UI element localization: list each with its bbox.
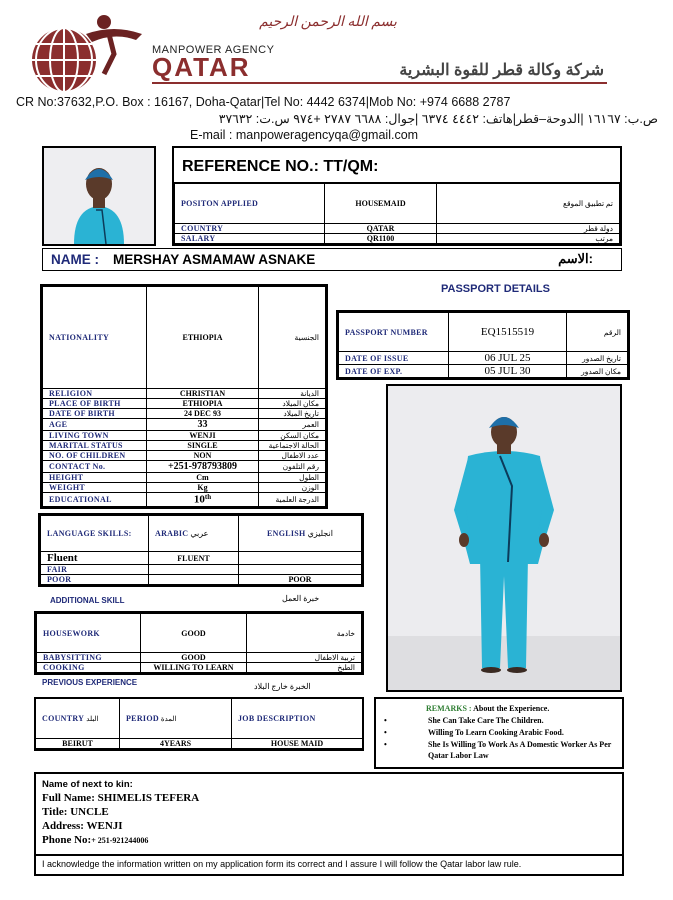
agency-title: QATAR [152, 52, 251, 82]
passport-number-label: PASSPORT NUMBER [339, 313, 449, 352]
expiry-date-row [339, 365, 628, 378]
english-fluent [239, 552, 362, 565]
personal-arabic: الطول [259, 473, 326, 483]
personal-arabic: تاريخ الميلاد [259, 409, 326, 419]
personal-arabic: مكان السكن [259, 431, 326, 441]
personal-row [43, 287, 326, 389]
position-arabic: تم تطبيق الموقع [437, 183, 620, 224]
arabic-poor [149, 575, 239, 585]
name-label: NAME : [51, 252, 99, 267]
personal-value: CHRISTIAN [147, 389, 259, 399]
personal-label: EDUCATIONAL [43, 493, 147, 507]
expiry-date-label: DATE OF EXP. [339, 365, 449, 378]
country-row [175, 224, 620, 234]
issue-date-row [339, 352, 628, 365]
personal-label: LIVING TOWN [43, 431, 147, 441]
level-poor: POOR [41, 575, 149, 585]
personal-value: 33 [147, 419, 259, 431]
personal-row [43, 451, 326, 461]
personal-row [43, 389, 326, 399]
passport-title: PASSPORT DETAILS [441, 283, 550, 295]
salary-arabic: مرتب [437, 234, 620, 244]
personal-row [43, 399, 326, 409]
skill-row [37, 653, 362, 663]
email-line: E-mail : manpoweragencyqa@gmail.com [190, 128, 419, 142]
reference-box [172, 146, 622, 184]
additional-skill-table [34, 611, 364, 675]
experience-country [36, 749, 120, 750]
personal-arabic: رقم التلفون [259, 461, 326, 473]
personal-value: ETHIOPIA [147, 399, 259, 409]
language-skills-table [38, 513, 364, 587]
passport-table [336, 310, 630, 380]
position-label: POSITON APPLIED [175, 183, 325, 224]
full-body-photo [386, 384, 622, 692]
language-row [41, 552, 362, 565]
salary-value: QR1100 [325, 234, 437, 244]
job-header: JOB DESCRIPTION [232, 699, 363, 739]
additional-skill-title: ADDITIONAL SKILL [50, 596, 125, 605]
position-row [175, 183, 620, 224]
remarks-label: REMARKS : [426, 704, 472, 713]
kin-address: Address: WENJI [42, 820, 123, 832]
level-fluent: Fluent [41, 552, 149, 565]
skill-housework-value: GOOD [141, 614, 247, 653]
experience-header-row [36, 699, 363, 739]
skill-cooking-label: COOKING [37, 663, 141, 673]
personal-value: +251-978793809 [147, 461, 259, 473]
arabic-fluent: FLUENT [149, 552, 239, 565]
remarks-heading [384, 703, 616, 715]
name-bar [42, 248, 622, 271]
personal-label: DATE OF BIRTH [43, 409, 147, 419]
remark-item: • Willing To Learn Cooking Arabic Food. [384, 728, 564, 737]
personal-row [43, 409, 326, 419]
expiry-date-value: 05 JUL 30 [449, 365, 567, 378]
personal-row [43, 493, 326, 507]
agency-logo [24, 14, 146, 94]
kin-title: Name of next to kin: [42, 779, 133, 790]
expiry-date-arabic: مكان الصدور [567, 365, 628, 378]
personal-value: Cm [147, 473, 259, 483]
skill-housework-label: HOUSEWORK [37, 614, 141, 653]
skill-row [37, 663, 362, 673]
language-row [41, 565, 362, 575]
language-row [41, 575, 362, 585]
personal-row [43, 473, 326, 483]
personal-label: NO. OF CHILDREN [43, 451, 147, 461]
kin-phone: + 251-921244006 [91, 836, 149, 845]
bismillah-calligraphy: بسم الله الرحمن الرحيم [259, 15, 397, 30]
personal-arabic: عدد الاطفال [259, 451, 326, 461]
skill-row [37, 614, 362, 653]
experience-job [232, 749, 363, 750]
level-fair: FAIR [41, 565, 149, 575]
personal-label: AGE [43, 419, 147, 431]
skill-cooking-value: WILLING TO LEARN [141, 663, 247, 673]
arabic-fair [149, 565, 239, 575]
profile-photo [42, 146, 156, 246]
header-divider [152, 82, 607, 84]
personal-value: SINGLE [147, 441, 259, 451]
country-arabic: دولة قطر [437, 224, 620, 234]
skill-babysitting-value: GOOD [141, 653, 247, 663]
english-fair [239, 565, 362, 575]
personal-value: Kg [147, 483, 259, 493]
reference-table [172, 182, 622, 246]
personal-arabic: العمر [259, 419, 326, 431]
skill-housework-arabic: خادمة [247, 614, 362, 653]
experience-table [34, 697, 364, 751]
personal-label: PLACE OF BIRTH [43, 399, 147, 409]
remark-item: • She Is Willing To Work As A Domestic Worker As Per Qatar Labor Law [384, 740, 612, 760]
country-header: COUNTRY البلد [36, 699, 120, 739]
additional-skill-arabic: خبرة العمل [282, 594, 320, 603]
personal-arabic: الحالة الاجتماعية [259, 441, 326, 451]
experience-row [36, 749, 363, 750]
skill-cooking-arabic: الطبخ [247, 663, 362, 673]
issue-date-value: 06 JUL 25 [449, 352, 567, 365]
personal-arabic: الوزن [259, 483, 326, 493]
acknowledge-statement: I acknowledge the information written on my application form its correct and I assure I will follow the Qatar labor law rule. [42, 859, 522, 869]
personal-arabic: الجنسية [259, 287, 326, 389]
reference-number: REFERENCE NO.: TT/QM: [182, 158, 379, 175]
period-header: PERIOD المدة [120, 699, 232, 739]
kin-phone-line [42, 834, 148, 846]
personal-arabic: الديانة [259, 389, 326, 399]
previous-experience-title: PREVIOUS EXPERIENCE [42, 678, 138, 687]
personal-row [43, 431, 326, 441]
personal-value: 24 DEC 93 [147, 409, 259, 419]
personal-row [43, 461, 326, 473]
personal-details-table [40, 284, 328, 509]
personal-arabic: مكان الميلاد [259, 399, 326, 409]
personal-label: HEIGHT [43, 473, 147, 483]
passport-number-value: EQ1515519 [449, 313, 567, 352]
personal-label: MARITAL STATUS [43, 441, 147, 451]
personal-label: CONTACT No. [43, 461, 147, 473]
personal-arabic: الدرجة العلمية [259, 493, 326, 507]
country-label: COUNTRY [175, 224, 325, 234]
experience-row [36, 739, 363, 749]
personal-value: ETHIOPIA [147, 287, 259, 389]
personal-value: WENJI [147, 431, 259, 441]
skill-babysitting-label: BABYSITTING [37, 653, 141, 663]
remarks-label-rest: About the Experience. [471, 704, 550, 713]
candidate-name: MERSHAY ASMAMAW ASNAKE [113, 252, 316, 267]
passport-number-row [339, 313, 628, 352]
english-column-header: ENGLISH انجليزي [239, 516, 362, 552]
language-skills-label: LANGUAGE SKILLS: [41, 516, 149, 552]
agency-arabic-name: شركة وكالة قطر للقوة البشرية [399, 62, 604, 79]
personal-row [43, 419, 326, 431]
personal-value: 10th [147, 493, 259, 507]
personal-label: RELIGION [43, 389, 147, 399]
kin-full-name: Full Name: SHIMELIS TEFERA [42, 792, 200, 804]
personal-value: NON [147, 451, 259, 461]
experience-job: HOUSE MAID [232, 739, 363, 749]
next-of-kin-box [34, 772, 624, 876]
salary-label: SALARY [175, 234, 325, 244]
kin-relation: Title: UNCLE [42, 806, 109, 818]
experience-period [120, 749, 232, 750]
agency-subtitle: MANPOWER AGENCY [152, 44, 275, 56]
position-value: HOUSEMAID [325, 183, 437, 224]
skill-babysitting-arabic: تربية الاطفال [247, 653, 362, 663]
personal-row [43, 441, 326, 451]
english-poor: POOR [239, 575, 362, 585]
arabic-column-header: ARABIC عربي [149, 516, 239, 552]
experience-period: 4YEARS [120, 739, 232, 749]
contact-english: CR No:37632,P.O. Box : 16167, Doha-Qatar|Tel No: 4442 6374|Mob No: +974 6688 2787 [16, 95, 511, 109]
passport-number-arabic: الرقم [567, 313, 628, 352]
remarks-box [374, 697, 624, 769]
issue-date-arabic: تاريخ الصدور [567, 352, 628, 365]
experience-country: BEIRUT [36, 739, 120, 749]
kin-phone-label: Phone No: [42, 834, 92, 846]
remark-item: • She Can Take Care The Children. [384, 716, 544, 725]
previous-experience-arabic: الخبرة خارج البلاد [254, 682, 311, 691]
salary-row [175, 234, 620, 244]
contact-arabic: ص.ب: ١٦١٦٧ |الدوحة–قطر|هاتف: ٤٤٤٢ ٦٣٧٤ |جوال: ٦٦٨٨ ٢٧٨٧ +٩٧٤ س.ت: ٣٧٦٣٢ [218, 112, 658, 126]
name-arabic-label: الاسم: [558, 251, 593, 266]
country-value: QATAR [325, 224, 437, 234]
personal-label: WEIGHT [43, 483, 147, 493]
language-header-row [41, 516, 362, 552]
personal-row [43, 483, 326, 493]
personal-label: NATIONALITY [43, 287, 147, 389]
remarks-list [384, 715, 616, 761]
issue-date-label: DATE OF ISSUE [339, 352, 449, 365]
acknowledge-divider [36, 854, 622, 856]
